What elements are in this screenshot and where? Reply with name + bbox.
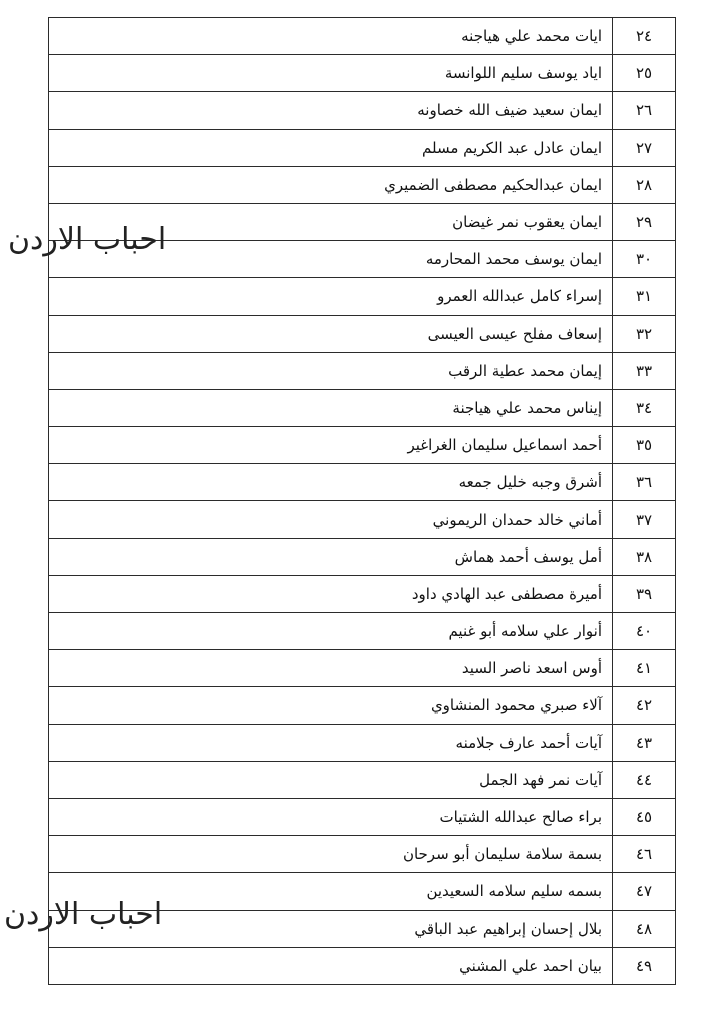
row-name: ايمان عادل عبد الكريم مسلم — [49, 129, 613, 166]
row-number: ٤٨ — [613, 910, 676, 947]
row-name: ايمان عبدالحكيم مصطفى الضميري — [49, 166, 613, 203]
row-number: ٢٥ — [613, 55, 676, 92]
table-row — [49, 798, 676, 835]
row-name: بسمه سليم سلامه السعيدين — [49, 873, 613, 910]
row-number: ٣٨ — [613, 538, 676, 575]
table-row — [49, 613, 676, 650]
row-number: ٣٧ — [613, 501, 676, 538]
row-name: آيات نمر فهد الجمل — [49, 761, 613, 798]
row-name: ايمان سعيد ضيف الله خصاونه — [49, 92, 613, 129]
table-row — [49, 501, 676, 538]
watermark-text: احباب الاردن — [8, 222, 167, 257]
row-number: ٤٠ — [613, 613, 676, 650]
row-name: إسراء كامل عبدالله العمرو — [49, 278, 613, 315]
table-row — [49, 55, 676, 92]
row-name: أشرق وجبه خليل جمعه — [49, 464, 613, 501]
row-number: ٢٧ — [613, 129, 676, 166]
row-name: إسعاف مفلح عيسى العيسى — [49, 315, 613, 352]
row-name: بلال إحسان إبراهيم عبد الباقي — [49, 910, 613, 947]
row-number: ٤٤ — [613, 761, 676, 798]
row-number: ٤٥ — [613, 798, 676, 835]
row-number: ٣٤ — [613, 389, 676, 426]
row-name: براء صالح عبدالله الشتيات — [49, 798, 613, 835]
row-number: ٤٩ — [613, 947, 676, 984]
row-name: ايمان يوسف محمد المحارمه — [49, 241, 613, 278]
row-number: ٣١ — [613, 278, 676, 315]
row-name: اياد يوسف سليم اللوانسة — [49, 55, 613, 92]
names-table-body — [49, 18, 676, 985]
table-row — [49, 761, 676, 798]
names-table — [48, 17, 676, 985]
row-name: أوس اسعد ناصر السيد — [49, 650, 613, 687]
row-number: ٤٣ — [613, 724, 676, 761]
row-name: بسمة سلامة سليمان أبو سرحان — [49, 836, 613, 873]
row-number: ٣٠ — [613, 241, 676, 278]
table-row — [49, 92, 676, 129]
watermark-text: احباب الاردن — [4, 897, 163, 932]
row-name: آلاء صبري محمود المنشاوي — [49, 687, 613, 724]
row-number: ٣٣ — [613, 352, 676, 389]
row-number: ٢٨ — [613, 166, 676, 203]
row-number: ٢٩ — [613, 203, 676, 240]
table-row — [49, 352, 676, 389]
row-number: ٢٦ — [613, 92, 676, 129]
row-number: ٤٦ — [613, 836, 676, 873]
row-number: ٤٢ — [613, 687, 676, 724]
table-row — [49, 427, 676, 464]
table-row — [49, 575, 676, 612]
table-row — [49, 389, 676, 426]
row-number: ٤٧ — [613, 873, 676, 910]
row-name: آيات أحمد عارف جلامنه — [49, 724, 613, 761]
row-name: أنوار علي سلامه أبو غنيم — [49, 613, 613, 650]
row-name: أميرة مصطفى عبد الهادي داود — [49, 575, 613, 612]
row-number: ٣٢ — [613, 315, 676, 352]
table-row — [49, 18, 676, 55]
row-name: إيناس محمد علي هياجنة — [49, 389, 613, 426]
row-number: ٤١ — [613, 650, 676, 687]
table-row — [49, 836, 676, 873]
table-row — [49, 538, 676, 575]
table-row — [49, 166, 676, 203]
row-number: ٣٦ — [613, 464, 676, 501]
table-row — [49, 278, 676, 315]
table-row — [49, 947, 676, 984]
table-row — [49, 315, 676, 352]
table-row — [49, 129, 676, 166]
row-number: ٣٩ — [613, 575, 676, 612]
row-name: أماني خالد حمدان الريموني — [49, 501, 613, 538]
row-number: ٣٥ — [613, 427, 676, 464]
table-row — [49, 650, 676, 687]
row-name: بيان احمد علي المشني — [49, 947, 613, 984]
table-row — [49, 464, 676, 501]
row-name: ايات محمد علي هياجنه — [49, 18, 613, 55]
row-name: ايمان يعقوب نمر غيضان — [49, 203, 613, 240]
table-row — [49, 724, 676, 761]
row-number: ٢٤ — [613, 18, 676, 55]
row-name: أمل يوسف أحمد هماش — [49, 538, 613, 575]
row-name: إيمان محمد عطية الرقب — [49, 352, 613, 389]
row-name: أحمد اسماعيل سليمان الغراغير — [49, 427, 613, 464]
table-row — [49, 687, 676, 724]
